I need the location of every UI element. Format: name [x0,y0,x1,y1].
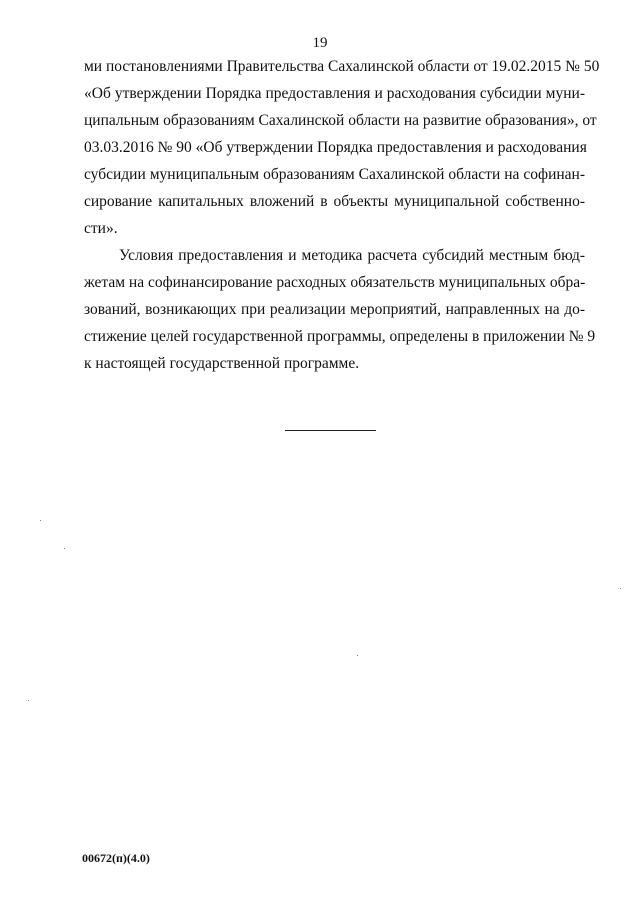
scan-speck [28,700,29,701]
scan-speck [64,548,65,549]
document-code: 00672(п)(4.0) [82,851,150,865]
scan-speck [620,588,621,589]
paragraph-line: сирование капитальных вложений в объекты муниципальной собственно- [84,193,585,210]
scan-speck [357,655,358,656]
paragraph-line: к настоящей государственной программе. [84,355,360,372]
paragraph-line: ми постановлениями Правительства Сахалинской области от 19.02.2015 № 50 [84,58,600,75]
paragraph-line: 03.03.2016 № 90 «Об утверждении Порядка предоставления и расходования [84,139,587,156]
separator-line [285,430,376,431]
scan-speck [40,520,41,521]
page-number: 19 [312,35,328,51]
paragraph-line: стижение целей государственной программы, определены в приложении № 9 [84,328,596,345]
paragraph-line: ципальным образованиям Сахалинской области на развитие образования», от [84,112,597,129]
paragraph-line: «Об утверждении Порядка предоставления и расходования субсидии муни- [84,85,585,102]
paragraph-line: жетам на софинансирование расходных обязательств муниципальных обра- [84,274,586,291]
paragraph-line: Условия предоставления и методика расчета субсидий местным бюд- [119,247,585,264]
paragraph-line: субсидии муниципальным образованиям Сахалинской области на софинан- [84,166,585,183]
paragraph-line: зований, возникающих при реализации мероприятий, направленных на до- [84,301,585,318]
paragraph-line: сти». [84,220,118,237]
